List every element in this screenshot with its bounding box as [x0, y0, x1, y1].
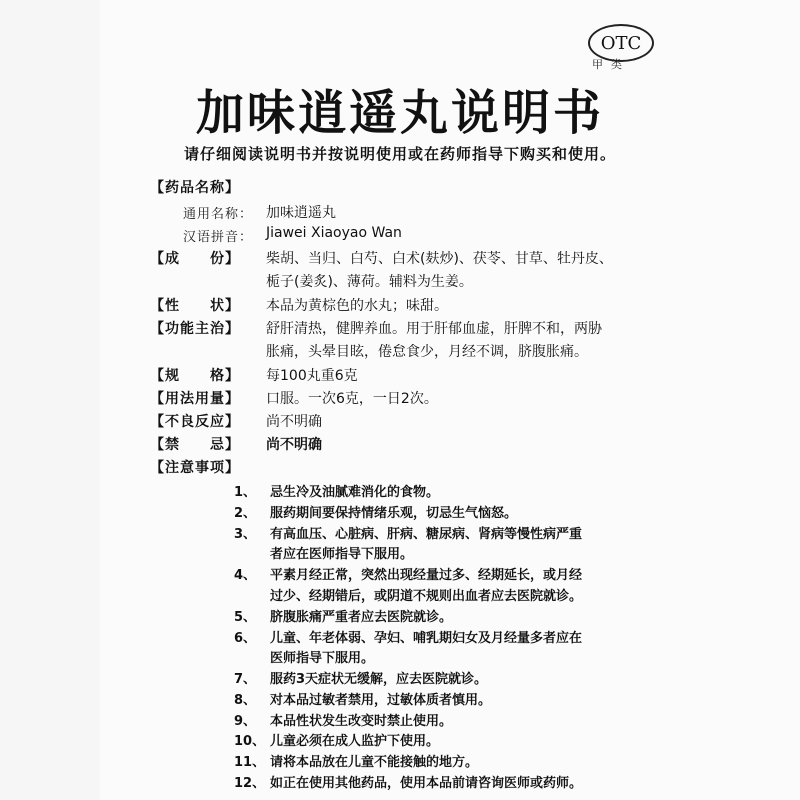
- precaution-item: 2、 服药期间要保持情绪乐观，切忌生气恼怒。: [234, 506, 518, 521]
- usage-label: 【用法用量】: [150, 391, 240, 407]
- precaution-item: 1、 忌生冷及油腻难消化的食物。: [234, 485, 440, 500]
- ingredients-label: 【成 份】: [150, 251, 240, 267]
- precaution-item: 7、 服药3天症状无缓解，应去医院就诊。: [234, 672, 488, 687]
- page-subtitle: 请仔细阅读说明书并按说明使用或在药师指导下购买和使用。: [183, 145, 616, 163]
- contraindications-label: 【禁 忌】: [150, 437, 240, 453]
- pinyin-value: Jiawei Xiaoyao Wan: [266, 225, 402, 241]
- generic-name-label: 通用名称：: [183, 207, 254, 222]
- precaution-item: 3、 有高血压、心脏病、肝病、糖尿病、肾病等慢性病严重: [234, 527, 583, 542]
- precaution-item: 10、 儿童必须在成人监护下使用。: [234, 734, 440, 749]
- adverse-label: 【不良反应】: [150, 414, 240, 430]
- otc-text: OTC: [600, 32, 642, 54]
- page-title: 加味逍遥丸说明书: [195, 85, 604, 141]
- indications-line-1: 舒肝清热，健脾养血。用于肝郁血虚，肝脾不和，两胁: [266, 321, 602, 337]
- precaution-item-continued: 过少、经期错后，或阴道不规则出血者应去医院就诊。: [270, 589, 583, 604]
- precaution-item: 4、 平素月经正常，突然出现经量过多、经期延长，或月经: [234, 568, 583, 583]
- appearance-value: 本品为黄棕色的水丸；味甜。: [266, 298, 448, 314]
- precaution-item: 11、 请将本品放在儿童不能接触的地方。: [234, 755, 479, 770]
- precaution-item: 9、 本品性状发生改变时禁止使用。: [234, 714, 453, 729]
- precaution-item: 6、 儿童、年老体弱、孕妇、哺乳期妇女及月经量多者应在: [234, 631, 583, 646]
- spec-label: 【规 格】: [150, 368, 240, 384]
- precaution-item-continued: 者应在医师指导下服用。: [270, 547, 414, 562]
- usage-value: 口服。一次6克，一日2次。: [266, 391, 438, 407]
- otc-class-label: 甲类: [592, 58, 630, 71]
- adverse-value: 尚不明确: [266, 414, 322, 430]
- contraindications-value: 尚不明确: [266, 437, 322, 453]
- ingredients-line-2: 栀子(姜炙)、薄荷。辅料为生姜。: [266, 274, 473, 290]
- ingredients-line-1: 柴胡、当归、白芍、白术(麸炒)、茯苓、甘草、牡丹皮、: [266, 251, 613, 267]
- spec-value: 每100丸重6克: [266, 368, 358, 384]
- precaution-item: 5、 脐腹胀痛严重者应去医院就诊。: [234, 610, 453, 625]
- indications-label: 【功能主治】: [150, 321, 240, 337]
- precautions-label: 【注意事项】: [150, 460, 240, 476]
- indications-line-2: 胀痛，头晕目眩，倦怠食少，月经不调，脐腹胀痛。: [266, 344, 588, 360]
- precaution-item: 8、 对本品过敏者禁用，过敏体质者慎用。: [234, 693, 492, 708]
- generic-name-value: 加味逍遥丸: [266, 205, 336, 221]
- precaution-item-continued: 医师指导下服用。: [270, 651, 375, 666]
- drug-name-label: 【药品名称】: [150, 180, 240, 196]
- appearance-label: 【性 状】: [150, 298, 240, 314]
- precaution-item: 12、 如正在使用其他药品，使用本品前请咨询医师或药师。: [234, 776, 583, 791]
- pinyin-label: 汉语拼音：: [183, 230, 254, 245]
